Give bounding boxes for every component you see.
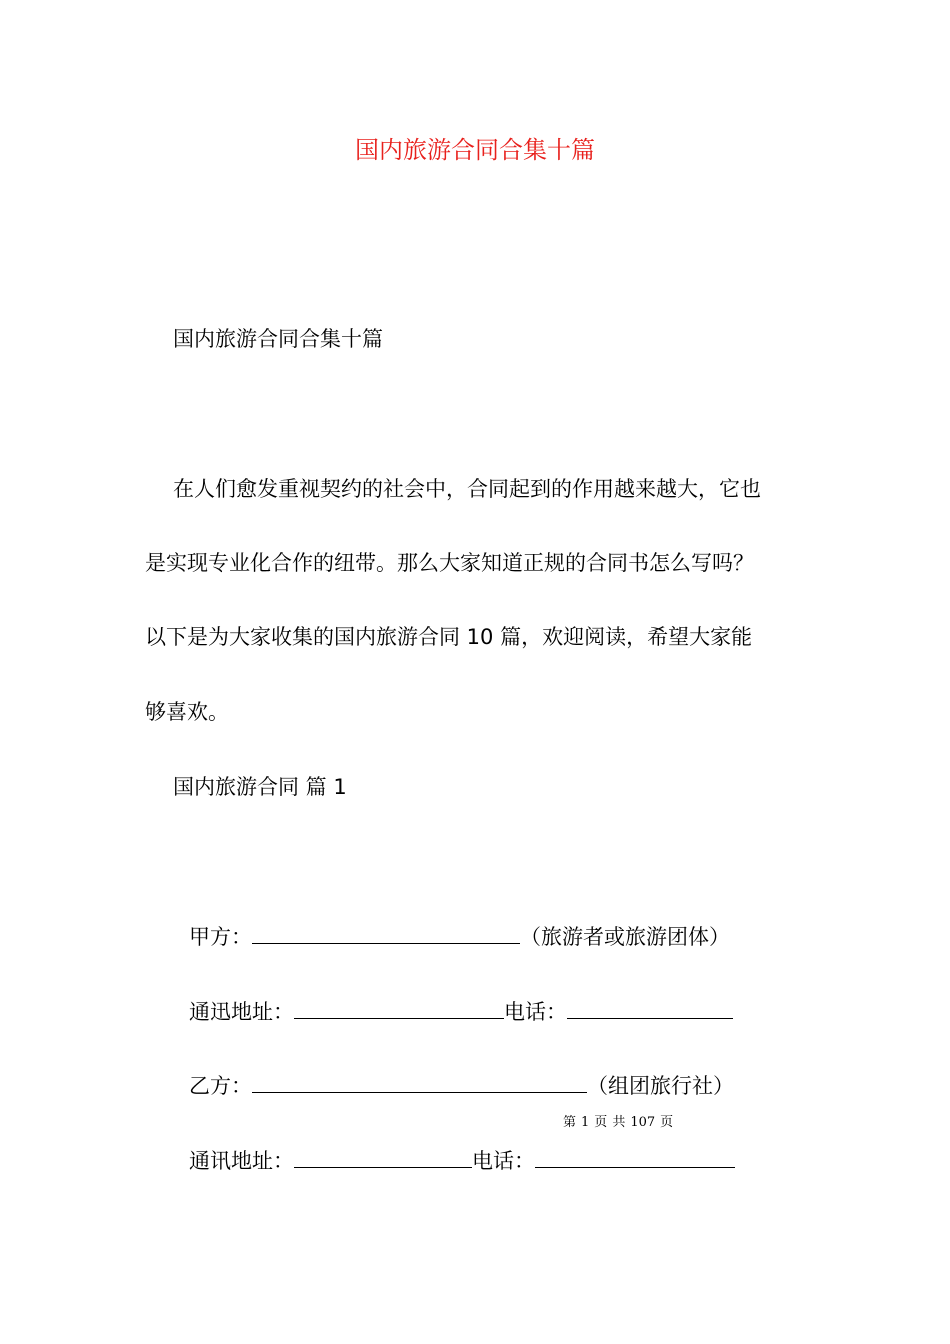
address-b-row <box>189 1145 735 1176</box>
address-a-blank <box>294 996 504 1019</box>
party-a-note: （旅游者或旅游团体） <box>520 925 730 949</box>
footer-page-word: 页 <box>594 1115 608 1130</box>
party-a-blank <box>252 921 520 944</box>
document-title: 国内旅游合同合集十篇 <box>355 136 595 164</box>
footer-suffix: 页 <box>660 1115 674 1130</box>
phone-a-blank <box>567 996 733 1019</box>
address-b-label: 通讯地址： <box>189 1149 294 1173</box>
intro-line-2: 是实现专业化合作的纽带。那么大家知道正规的合同书怎么写吗？ <box>145 551 754 575</box>
footer-total-word: 共 <box>612 1115 626 1130</box>
intro-line-4: 够喜欢。 <box>145 700 229 724</box>
party-b-label: 乙方： <box>189 1074 252 1098</box>
party-b-row <box>189 1070 734 1101</box>
party-b-blank <box>252 1070 587 1093</box>
address-b-blank <box>294 1145 472 1168</box>
footer-prefix: 第 <box>563 1115 577 1130</box>
phone-b-label: 电话： <box>472 1149 535 1173</box>
party-a-row <box>189 921 730 952</box>
page-footer <box>563 1113 678 1133</box>
contract-section-title: 国内旅游合同 篇 1 <box>173 775 347 799</box>
intro-line-3: 以下是为大家收集的国内旅游合同 10 篇，欢迎阅读，希望大家能 <box>145 625 753 649</box>
footer-page-number: 1 <box>581 1115 590 1130</box>
address-a-row <box>189 996 733 1027</box>
section-heading: 国内旅游合同合集十篇 <box>173 327 383 351</box>
footer-total-pages: 107 <box>630 1115 656 1130</box>
party-b-note: （组团旅行社） <box>587 1074 734 1098</box>
phone-a-label: 电话： <box>504 1000 567 1024</box>
phone-b-blank <box>535 1145 735 1168</box>
intro-line-1: 在人们愈发重视契约的社会中，合同起到的作用越来越大，它也 <box>173 477 761 501</box>
address-a-label: 通迅地址： <box>189 1000 294 1024</box>
party-a-label: 甲方： <box>189 925 252 949</box>
